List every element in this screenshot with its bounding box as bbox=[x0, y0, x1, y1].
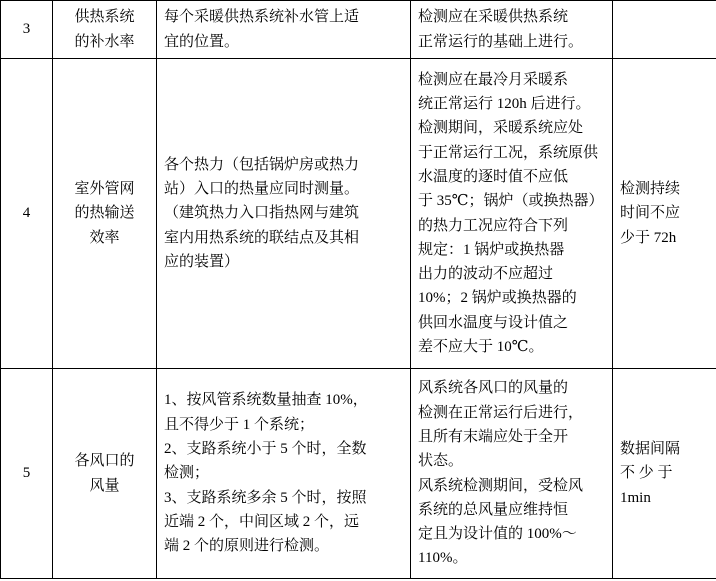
row-method-line: 1、按风管系统数量抽查 10%， bbox=[164, 392, 368, 409]
row-method-line: 2、支路系统小于 5 个时，全数 bbox=[164, 441, 367, 458]
row-condition-line: 于正常运行工况，系统原供 bbox=[418, 144, 599, 161]
row-method-cell bbox=[157, 369, 411, 579]
row-condition-line: 检测应在最冷月采暖系 bbox=[418, 71, 569, 88]
row-condition-line: 规定：1 锅炉或换热器 bbox=[418, 241, 565, 258]
row-condition-line: 10%；2 锅炉或换热器的 bbox=[418, 290, 577, 307]
row-condition-line: 检测期间，采暖系统应处 bbox=[418, 120, 584, 137]
row-index-cell bbox=[1, 369, 53, 579]
row-condition-cell bbox=[411, 1, 613, 59]
row-condition-line: 水温度的逐时值不应低 bbox=[418, 168, 569, 185]
row-condition-line: 且所有末端应处于全开 bbox=[418, 428, 569, 445]
row-index-text: 5 bbox=[22, 465, 31, 482]
row-item-cell bbox=[53, 369, 157, 579]
row-item-line: 风量 bbox=[89, 477, 120, 494]
row-item-line: 室外管网 bbox=[74, 181, 135, 198]
row-method-line: 检测； bbox=[164, 465, 210, 482]
row-item-cell bbox=[53, 1, 157, 59]
row-method-line: 应的装置） bbox=[164, 253, 240, 270]
row-method-line: 每个采暖供热系统补水管上适 bbox=[164, 9, 360, 26]
row-condition-line: 状态。 bbox=[418, 453, 464, 470]
row-index-text: 4 bbox=[22, 205, 31, 222]
row-note-line: 不 少 于 bbox=[620, 465, 673, 482]
row-item-line: 的热输送 bbox=[74, 205, 135, 222]
row-note-line: 检测持续 bbox=[620, 181, 681, 198]
row-condition-line: 正常运行的基础上进行。 bbox=[418, 33, 584, 50]
row-note-line: 数据间隔 bbox=[620, 441, 681, 458]
row-condition-line: 供回水温度与设计值之 bbox=[418, 314, 569, 331]
row-note-cell bbox=[613, 59, 716, 369]
row-condition-line: 定且为设计值的 100%～ bbox=[418, 526, 577, 543]
row-condition-line: 110%。 bbox=[418, 550, 468, 567]
row-note-cell bbox=[613, 1, 716, 59]
row-note-line: 少于 72h bbox=[620, 229, 677, 246]
row-method-line: 端 2 个的原则进行检测。 bbox=[164, 538, 330, 555]
row-item-line: 供热系统 bbox=[74, 9, 135, 26]
table-row bbox=[1, 1, 716, 59]
row-item-line: 各风口的 bbox=[74, 453, 135, 470]
table-body bbox=[1, 1, 716, 579]
row-condition-line: 差不应大于 10℃。 bbox=[418, 338, 544, 355]
row-condition-line: 于 35℃；锅炉（或换热器） bbox=[418, 193, 604, 210]
row-note-cell bbox=[613, 369, 716, 579]
row-condition-line: 检测应在采暖供热系统 bbox=[418, 9, 569, 26]
row-condition-line: 检测在正常运行后进行， bbox=[418, 404, 584, 421]
row-method-line: 且不得少于 1 个系统； bbox=[164, 416, 315, 433]
row-method-line: 站）入口的热量应同时测量。 bbox=[164, 181, 360, 198]
row-item-line: 效率 bbox=[89, 229, 120, 246]
row-method-line: 室内用热系统的联结点及其相 bbox=[164, 229, 360, 246]
row-method-cell bbox=[157, 1, 411, 59]
row-index-cell bbox=[1, 59, 53, 369]
row-condition-line: 风系统检测期间，受检风 bbox=[418, 477, 584, 494]
row-condition-line: 的热力工况应符合下列 bbox=[418, 217, 569, 234]
row-method-line: 3、支路系统多余 5 个时，按照 bbox=[164, 489, 367, 506]
row-condition-line: 风系统各风口的风量的 bbox=[418, 380, 569, 397]
row-index-text: 3 bbox=[22, 21, 31, 38]
row-method-cell bbox=[157, 59, 411, 369]
row-method-line: 宜的位置。 bbox=[164, 33, 240, 50]
row-method-line: （建筑热力入口指热网与建筑 bbox=[164, 205, 360, 222]
row-method-line: 近端 2 个，中间区域 2 个，远 bbox=[164, 513, 360, 530]
row-condition-line: 出力的波动不应超过 bbox=[418, 266, 554, 283]
row-note-line: 1min bbox=[620, 489, 651, 506]
row-index-cell bbox=[1, 1, 53, 59]
row-condition-line: 统正常运行 120h 后进行。 bbox=[418, 96, 591, 113]
row-note-line: 时间不应 bbox=[620, 205, 681, 222]
table-row bbox=[1, 59, 716, 369]
row-method-line: 各个热力（包括锅炉房或热力 bbox=[164, 156, 360, 173]
row-condition-line: 系统的总风量应维持恒 bbox=[418, 501, 569, 518]
table-row bbox=[1, 369, 716, 579]
row-condition-cell bbox=[411, 59, 613, 369]
row-item-line: 的补水率 bbox=[74, 33, 135, 50]
row-item-cell bbox=[53, 59, 157, 369]
row-condition-cell bbox=[411, 369, 613, 579]
